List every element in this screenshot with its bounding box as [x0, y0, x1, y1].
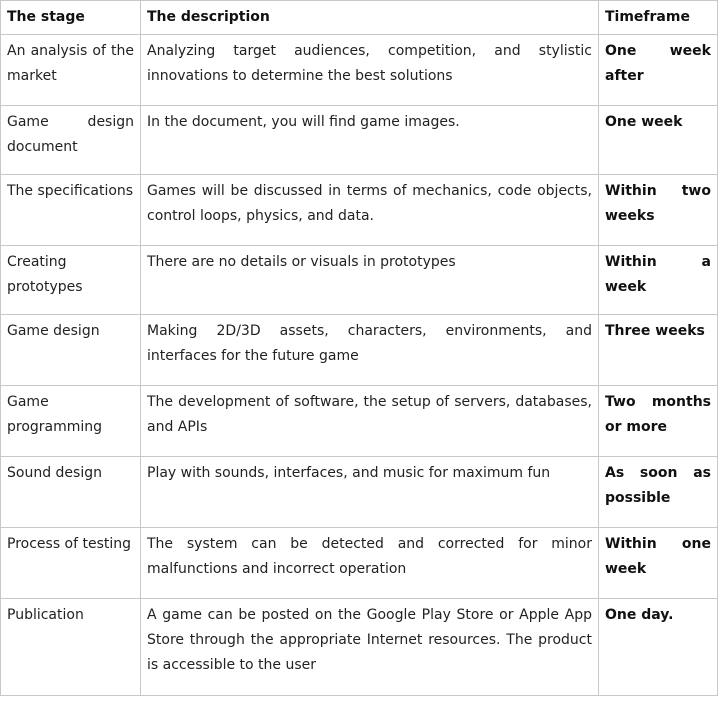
description-cell: Games will be discussed in terms of mechanics, code objects, control loops, physics, and data.: [141, 175, 599, 246]
table-row: [1, 457, 718, 528]
header-stage: The stage: [1, 1, 141, 35]
stage-cell: Game programming: [1, 386, 141, 457]
table-row: [1, 106, 718, 175]
table-row: [1, 528, 718, 599]
timeframe-cell: One week after: [599, 35, 718, 106]
table-row: [1, 315, 718, 386]
timeframe-cell: Two months or more: [599, 386, 718, 457]
stage-cell: Game design document: [1, 106, 141, 175]
description-cell: Play with sounds, interfaces, and music for maximum fun: [141, 457, 599, 528]
description-cell: The system can be detected and corrected for minor malfunctions and incorrect operation: [141, 528, 599, 599]
stage-cell: An analysis of the market: [1, 35, 141, 106]
header-description: The description: [141, 1, 599, 35]
description-cell: The development of software, the setup of servers, databases, and APIs: [141, 386, 599, 457]
timeframe-cell: Three weeks: [599, 315, 718, 386]
stage-cell: Game design: [1, 315, 141, 386]
table-row: [1, 386, 718, 457]
stage-cell: Creating prototypes: [1, 246, 141, 315]
timeframe-cell: One week: [599, 106, 718, 175]
table-row: [1, 175, 718, 246]
description-cell: Analyzing target audiences, competition, and stylistic innovations to determine the best solutions: [141, 35, 599, 106]
description-cell: A game can be posted on the Google Play Store or Apple App Store through the appropriate Internet resources. The product is accessible to the user: [141, 599, 599, 696]
stage-cell: The specifications: [1, 175, 141, 246]
description-cell: In the document, you will find game images.: [141, 106, 599, 175]
table-row: [1, 599, 718, 696]
stage-cell: Publication: [1, 599, 141, 696]
table-header-row: [1, 1, 718, 35]
timeframe-cell: Within two weeks: [599, 175, 718, 246]
table-row: [1, 35, 718, 106]
timeframe-cell: Within a week: [599, 246, 718, 315]
description-cell: There are no details or visuals in prototypes: [141, 246, 599, 315]
description-cell: Making 2D/3D assets, characters, environments, and interfaces for the future game: [141, 315, 599, 386]
header-timeframe: Timeframe: [599, 1, 718, 35]
timeframe-cell: As soon as possible: [599, 457, 718, 528]
table-row: [1, 246, 718, 315]
stage-cell: Process of testing: [1, 528, 141, 599]
timeframe-cell: One day.: [599, 599, 718, 696]
stage-cell: Sound design: [1, 457, 141, 528]
timeframe-cell: Within one week: [599, 528, 718, 599]
